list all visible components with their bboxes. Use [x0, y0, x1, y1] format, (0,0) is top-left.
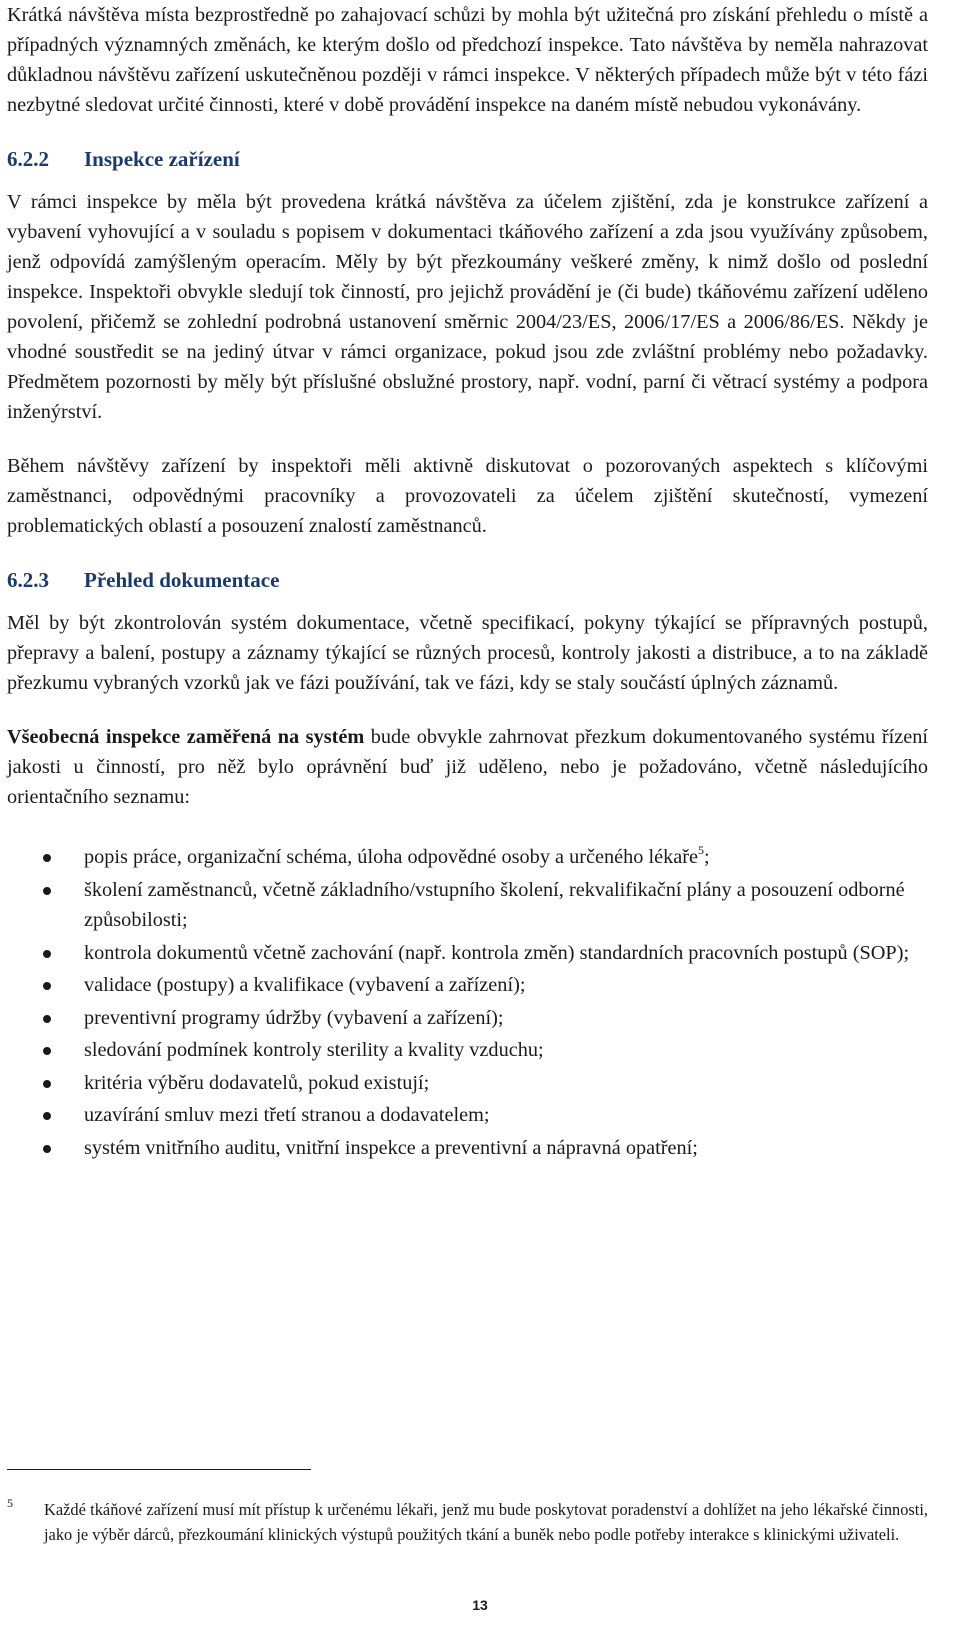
section-title: Přehled dokumentace — [84, 568, 280, 592]
list-item: preventivní programy údržby (vybavení a zařízení); — [7, 1003, 928, 1034]
bullet-icon — [43, 1047, 51, 1055]
paragraph-documentation: Měl by být zkontrolován systém dokumentace, včetně specifikací, pokyny týkající se přípravných postupů, přepravy a balení, postupy a záznamy týkající se různých procesů, kontroly jakosti a distribuce, a to na základě přezkumu vybraných vzorků jak ve fázi používání, tak ve fázi, kdy se staly součástí úplných záznamů. — [7, 612, 928, 694]
bullet-icon — [43, 854, 51, 862]
document-page — [7, 0, 928, 1165]
footnote-text: Každé tkáňové zařízení musí mít přístup k určenému lékaři, jenž mu bude poskytovat poradenství a dohlížet na jeho lékařské činnosti, jako je výběr dárců, přezkoumání klinických výstupů použitých tkání a buněk nebo podle potřeby interakce s klinickými uživateli. — [44, 1500, 928, 1544]
section-heading-6-2-2 — [7, 144, 928, 174]
paragraph-facility-visit: Během návštěvy zařízení by inspektoři měli aktivně diskutovat o pozorovaných aspektech s klíčovými zaměstnanci, odpovědnými pracovníky a provozovateli za účelem zjištění skutečností, vymezení problematických oblastí a posouzení znalostí zaměstnanců. — [7, 455, 928, 537]
bullet-icon — [43, 950, 51, 958]
bullet-icon — [43, 982, 51, 990]
bullet-icon — [43, 1112, 51, 1120]
general-inspection-term: Všeobecná inspekce zaměřená na systém — [7, 726, 365, 748]
footnote-number: 5 — [7, 1496, 13, 1510]
list-item: kritéria výběru dodavatelů, pokud existují; — [7, 1068, 928, 1099]
paragraph-facility-inspection: V rámci inspekce by měla být provedena krátká návštěva za účelem zjištění, zda je konstrukce zařízení a vybavení vyhovující a v souladu s popisem v dokumentaci tkáňového zařízení a zda jsou využívány způsobem, jenž odpovídá zamýšleným operacím. Měly by být přezkoumány veškeré změny, k nimž došlo od poslední inspekce. Inspektoři obvykle sledují tok činností, pro jejichž provádění je (či bude) tkáňovému zařízení uděleno povolení, přičemž se zohlední podrobná ustanovení směrnic 2004/23/ES, 2006/17/ES a 2006/86/ES. Někdy je vhodné soustředit se na jediný útvar v rámci organizace, pokud jsou zde zvláštní problémy nebo požadavky. Předmětem pozornosti by měly být příslušné obslužné prostory, např. vodní, parní či větrací systémy a podpora inženýrství. — [7, 191, 928, 423]
page-number: 13 — [472, 1597, 488, 1613]
list-item: systém vnitřního auditu, vnitřní inspekce a preventivní a nápravná opatření; — [7, 1133, 928, 1164]
general-inspection-text: bude obvykle zahrnovat přezkum dokumentovaného systému řízení jakosti u činností, pro něž bylo oprávnění buď již uděleno, nebo je požadováno, včetně následujícího orientačního seznamu: — [7, 726, 928, 808]
section-number: 6.2.3 — [7, 568, 49, 592]
section-title: Inspekce zařízení — [84, 147, 240, 171]
footnote — [7, 1498, 928, 1547]
list-item: sledování podmínek kontroly sterility a kvality vzduchu; — [7, 1035, 928, 1066]
section-heading-6-2-3 — [7, 565, 928, 595]
list-item: uzavírání smluv mezi třetí stranou a dodavatelem; — [7, 1100, 928, 1131]
section-number: 6.2.2 — [7, 147, 49, 171]
footnote-reference: 5 — [698, 843, 705, 857]
footnote-separator — [7, 1469, 311, 1470]
bullet-icon — [43, 1145, 51, 1153]
list-item: popis práce, organizační schéma, úloha odpovědné osoby a určeného lékaře$^5$; — [7, 842, 928, 873]
list-item: validace (postupy) a kvalifikace (vybavení a zařízení); — [7, 970, 928, 1001]
checklist — [7, 842, 928, 1163]
bullet-icon — [43, 1080, 51, 1088]
bullet-icon — [43, 887, 51, 895]
paragraph-general-inspection — [7, 722, 928, 812]
list-item: školení zaměstnanců, včetně základního/vstupního školení, rekvalifikační plány a posouzení odborné způsobilosti; — [7, 875, 928, 936]
paragraph-intro: Krátká návštěva místa bezprostředně po zahajovací schůzi by mohla být užitečná pro získání přehledu o místě a případných významných změnách, ke kterým došlo od předchozí inspekce. Tato návštěva by neměla nahrazovat důkladnou návštěvu zařízení uskutečněnou později v rámci inspekce. V některých případech může být v této fázi nezbytné sledovat určité činnosti, které v době provádění inspekce na daném místě nebudou vykonávány. — [7, 4, 928, 116]
list-item: kontrola dokumentů včetně zachování (např. kontrola změn) standardních pracovních postupů (SOP); — [7, 938, 928, 969]
bullet-icon — [43, 1015, 51, 1023]
